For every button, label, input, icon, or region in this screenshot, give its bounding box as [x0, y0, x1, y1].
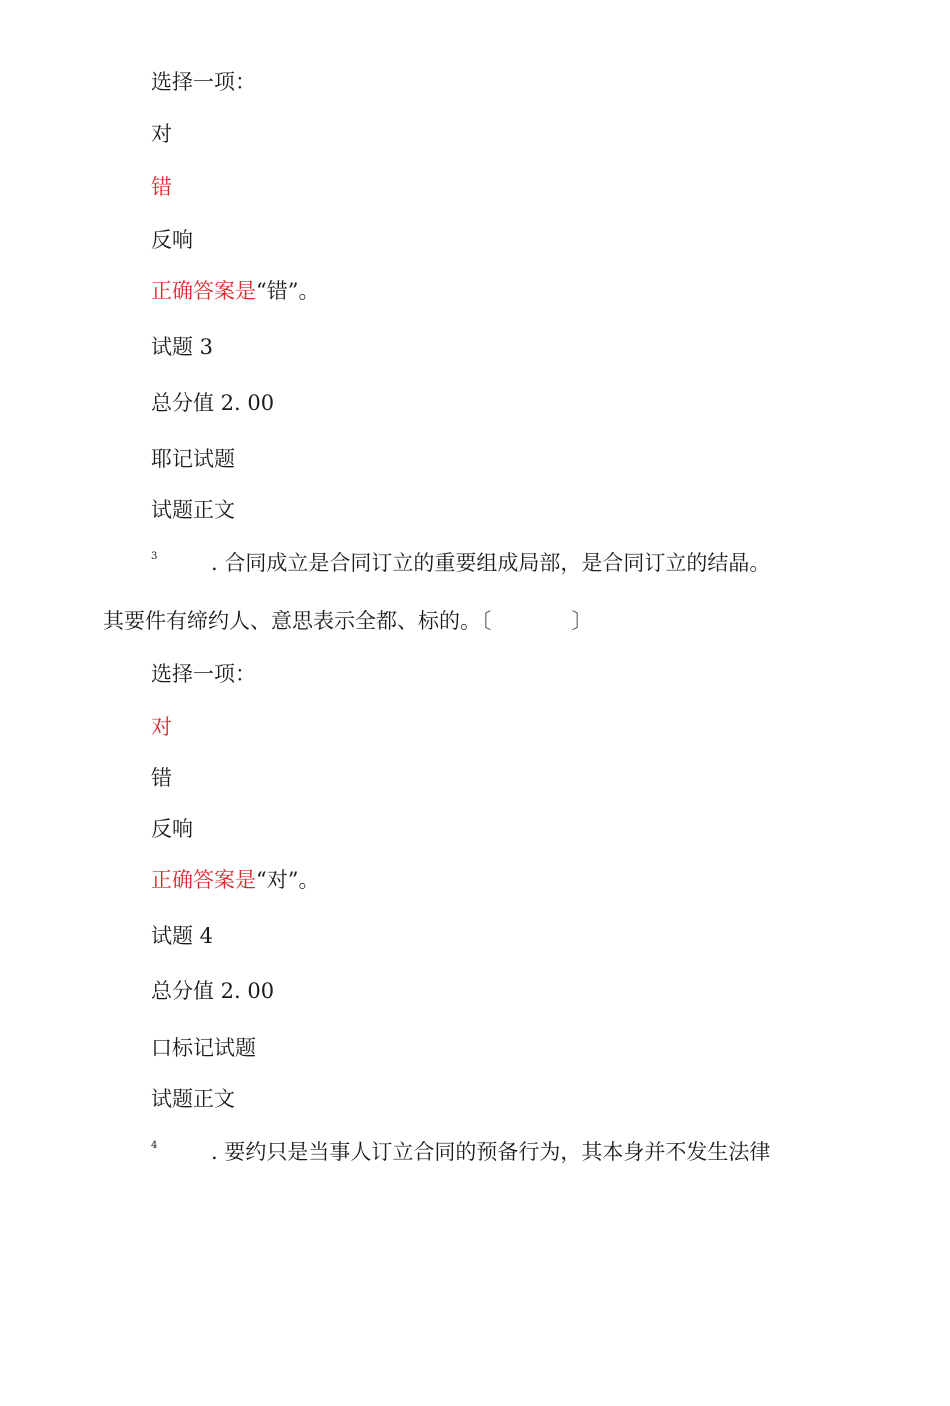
q3-body-label: 试题正文 — [151, 498, 235, 522]
q3-feedback-label: 反响 — [151, 817, 193, 841]
q3-title: 试题 3 — [151, 335, 214, 359]
q2-feedback-label: 反响 — [151, 228, 193, 252]
q3-text-line1: . 合同成立是合同订立的重要组成局部，是合同订立的结晶。 — [211, 551, 771, 575]
q2-correct-answer — [151, 277, 319, 305]
q3-text-line2 — [103, 607, 593, 635]
q3-correct-answer — [151, 866, 319, 894]
q3-option-true[interactable]: 对 — [151, 715, 172, 739]
q3-text-line2-start: 其要件有缔约人、意思表示全都、标的。〔 — [103, 609, 492, 633]
q4-body-label: 试题正文 — [151, 1087, 235, 1111]
q3-number: 3 — [151, 551, 158, 562]
q2-answer-prefix: 正确答案是 — [151, 279, 256, 303]
q3-answer-prefix: 正确答案是 — [151, 868, 256, 892]
q3-flag-question[interactable]: 耶记试题 — [151, 447, 235, 471]
q3-answer-value: “对”。 — [256, 868, 320, 892]
q2-answer-value: “错”。 — [256, 279, 320, 303]
q2-option-true[interactable]: 对 — [151, 122, 172, 146]
q3-text-line2-end: 〕 — [571, 609, 593, 633]
q2-option-false[interactable]: 错 — [151, 175, 172, 199]
q4-score: 总分值 2. 00 — [151, 979, 275, 1003]
q3-prompt: 选择一项： — [151, 662, 256, 686]
q3-score: 总分值 2. 00 — [151, 391, 275, 415]
q2-prompt: 选择一项： — [151, 70, 256, 94]
q4-title: 试题 4 — [151, 924, 214, 948]
q4-flag-question[interactable]: 口标记试题 — [151, 1036, 256, 1060]
q4-number: 4 — [151, 1140, 158, 1151]
q3-option-false[interactable]: 错 — [151, 766, 172, 790]
q4-text-line1: . 要约只是当事人订立合同的预备行为，其本身并不发生法律 — [211, 1140, 771, 1164]
